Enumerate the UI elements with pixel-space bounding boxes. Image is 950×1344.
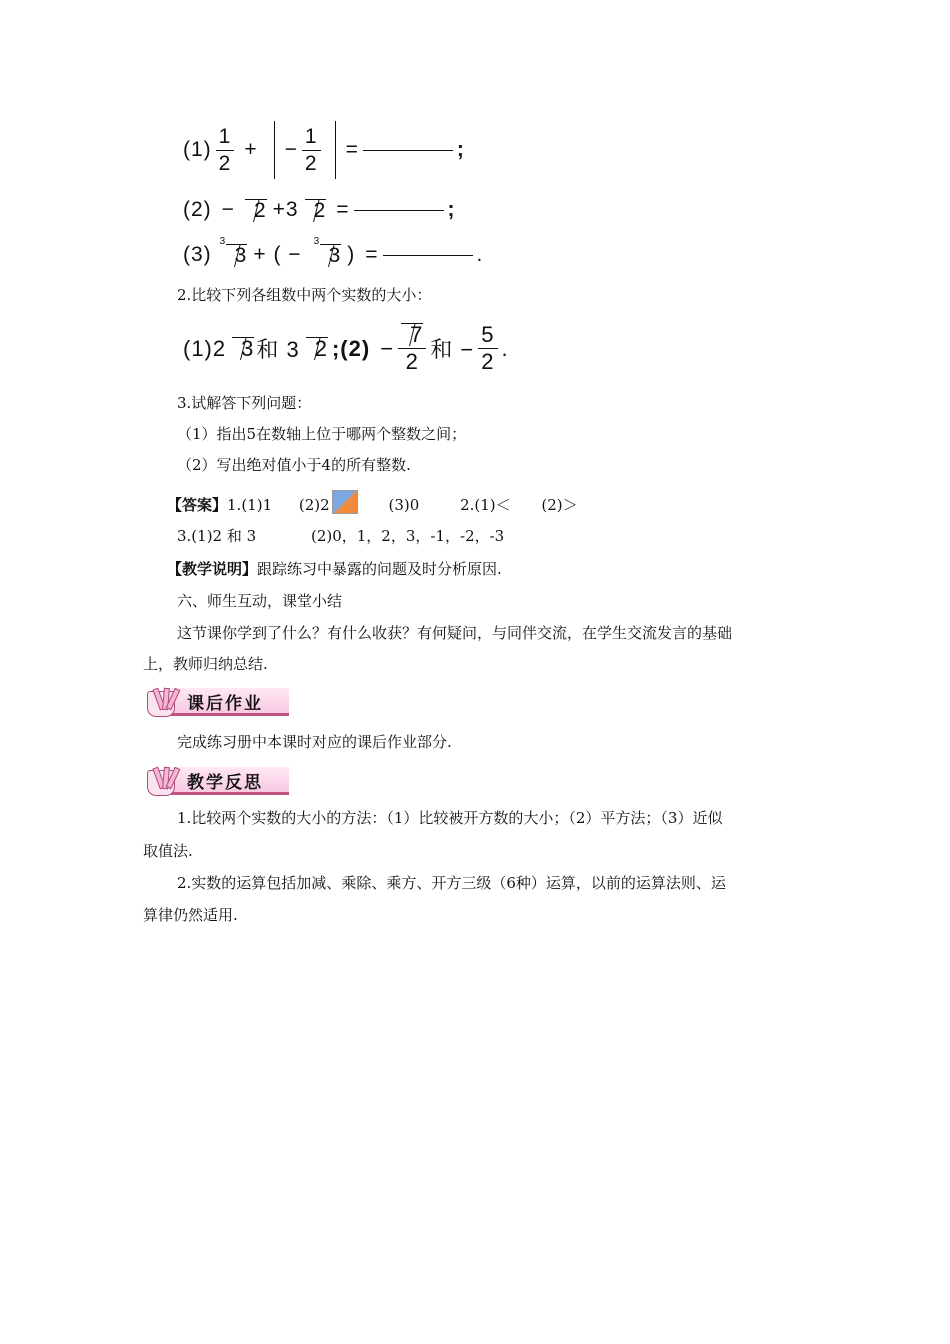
question-3-title: 3.试解答下列问题： xyxy=(177,394,312,412)
homework-banner-label: 课后作业 xyxy=(187,694,263,714)
homework-banner xyxy=(143,683,293,723)
exercise-2-label: (2) xyxy=(183,198,212,221)
section-6-heading: 六、师生互动，课堂小结 xyxy=(177,592,343,610)
question-2-title: 2.比较下列各组数中两个实数的大小： xyxy=(177,286,432,304)
fraction-5-over-2: $\frac{5}{2}$ xyxy=(478,322,497,375)
exercise-1 xyxy=(183,120,465,180)
answer-line-1: 【答案】1.(1)1 (2)2 (3)0 2.(1)＜ (2)＞ xyxy=(167,490,578,515)
sqrt-2: 2 xyxy=(245,199,267,222)
reflection-2-line-2: 算律仍然适用. xyxy=(143,906,238,924)
close-paren: ) xyxy=(347,243,356,266)
abs-bar-left xyxy=(274,121,275,179)
reflection-2-line-1: 2.实数的运算包括加减、乘除、乘方、开方三级（6种）运算，以前的运算法则、运 xyxy=(177,874,726,892)
plus-paren: + ( − xyxy=(253,243,302,266)
fraction-sqrt7-over-2: $\frac{7}{2}$ xyxy=(398,322,426,375)
reflection-banner xyxy=(143,762,293,802)
answer-tag: 【答案】 xyxy=(167,496,228,514)
broken-image-icon xyxy=(332,490,358,514)
summary-line-2: 上，教师归纳总结. xyxy=(143,655,268,673)
minus-sign: − xyxy=(284,138,298,161)
question-2-expression: (1)2 3 和 3 2 ;(2) − $\frac{7}{2}$ 和 − $\frac{5}{2}$ . xyxy=(183,322,509,374)
cbrt-3: 3 3 xyxy=(219,235,248,267)
equals-sign: = xyxy=(336,198,350,221)
fraction-half: $\frac{1}{2}$ xyxy=(216,124,235,177)
exercise-3-label: (3) xyxy=(183,243,212,266)
end-mark: ; xyxy=(456,138,465,161)
answer-blank-2[interactable] xyxy=(354,209,444,211)
reflection-1-line-2: 取值法. xyxy=(143,842,193,860)
homework-text: 完成练习册中本课时对应的课后作业部分. xyxy=(177,733,452,751)
equals-sign: = xyxy=(345,138,359,161)
exercise-2 xyxy=(183,198,456,222)
exercise-3 xyxy=(183,235,484,267)
reflection-1-line-1: 1.比较两个实数的大小的方法：（1）比较被开方数的大小；（2）平方法；（3）近似 xyxy=(177,809,723,827)
exercise-1-label: (1) xyxy=(183,138,212,161)
plus-sign: + xyxy=(244,138,258,161)
pencil-cup-icon xyxy=(147,770,175,796)
end-mark: ; xyxy=(447,198,456,221)
answer-blank-1[interactable] xyxy=(363,149,453,151)
answer-blank-3[interactable] xyxy=(383,254,473,256)
sqrt-2c: 2 xyxy=(306,337,328,360)
summary-line-1: 这节课你学到了什么？有什么收获？有何疑问，与同伴交流，在学生交流发言的基础 xyxy=(177,624,733,642)
sqrt-2b: 2 xyxy=(305,199,327,222)
minus-sign: − xyxy=(221,198,235,221)
pencil-cup-icon xyxy=(147,691,175,717)
fraction-inner: $\frac{1}{2}$ xyxy=(302,124,321,177)
reflection-banner-label: 教学反思 xyxy=(187,773,263,793)
question-3-item-2: （2）写出绝对值小于4的所有整数. xyxy=(177,456,411,474)
teaching-note: 【教学说明】跟踪练习中暴露的问题及时分析原因. xyxy=(167,560,502,578)
answer-line-2: 3.(1)2 和 3 (2)0，1，2，3，-1，-2，-3 xyxy=(177,527,505,545)
question-3-item-1: （1）指出5在数轴上位于哪两个整数之间； xyxy=(177,425,467,443)
plus-three: +3 xyxy=(272,198,299,221)
cbrt-3b: 3 3 xyxy=(313,235,342,267)
end-mark: . xyxy=(476,243,484,266)
equals-sign: = xyxy=(365,243,379,266)
sqrt-3: 3 xyxy=(232,337,254,360)
abs-bar-right xyxy=(335,121,336,179)
